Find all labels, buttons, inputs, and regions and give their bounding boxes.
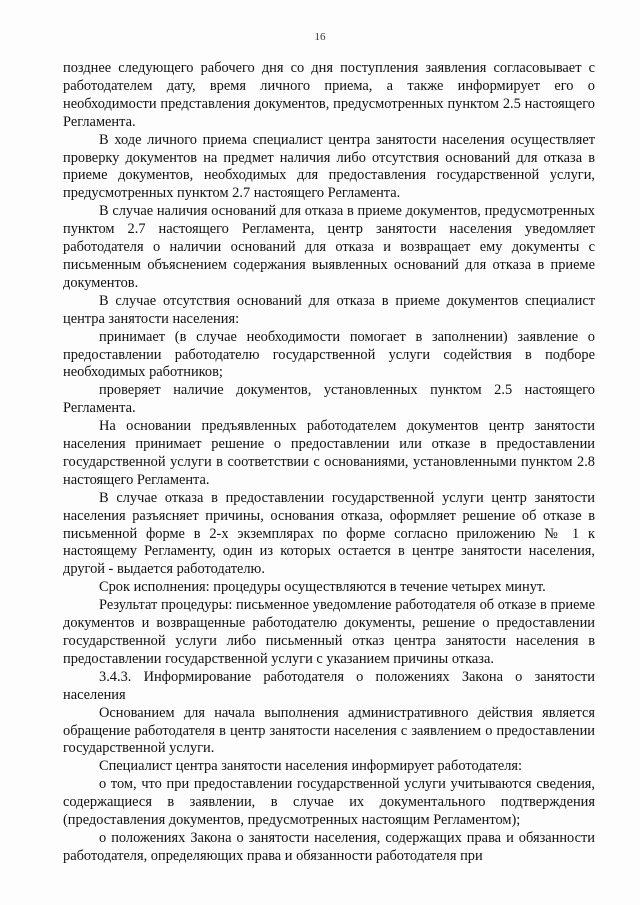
paragraph-2: В ходе личного приема специалист центра занятости населения осуществляет проверку документов на предмет наличия либо отсутствия оснований для отказа в приеме документов, необходимых для предоставления государственной услуги, предусмотренных пунктом 2.7 настоящего Регламента. [63, 131, 595, 202]
body-text [63, 60, 595, 866]
paragraph-1: позднее следующего рабочего дня со дня поступления заявления согласовывает с работодателем дату, время личного приема, а также информирует его о необходимости представления документов, предусмотренных пунктом 2.5 настоящего Регламента. [63, 60, 595, 130]
section-heading-3-4-3: 3.4.3. Информирование работодателя о положениях Закона о занятости населения [63, 668, 595, 703]
paragraph-14: о том, что при предоставлении государственной услуги учитываются сведения, содержащиеся в заявлении, в случае их документального подтверждения (предоставления документов, предусмотренных настоящим Регламентом); [63, 776, 595, 829]
paragraph-10: Результат процедуры: письменное уведомление работодателя об отказе в приеме документов и возвращенные работодателю документы, решение о предоставлении государственной услуги либо письменный отказ центра занятости населения в предоставлении государственной услуги с указанием причины отказа. [63, 597, 595, 667]
paragraph-3: В случае наличия оснований для отказа в приеме документов, предусмотренных пунктом 2.7 настоящего Регламента, центр занятости населения уведомляет работодателя о наличии оснований для отказа и возвращает ему документы с письменным объяснением содержания выявленных оснований для отказа в приеме документов. [63, 203, 595, 291]
paragraph-15: о положениях Закона о занятости населения, содержащих права и обязанности работодателя, определяющих права и обязанности работодателя при [63, 829, 595, 864]
paragraph-13: Специалист центра занятости населения информирует работодателя: [99, 758, 523, 775]
paragraph-9: Срок исполнения: процедуры осуществляются в течение четырех минут. [99, 579, 546, 596]
paragraph-8: В случае отказа в предоставлении государственной услуги центр занятости населения разъясняет причины, основания отказа, оформляет решение об отказе в письменной форме в 2-х экземплярах по форме согласно приложению № 1 к настоящему Регламенту, один из которых остается в центре занятости населения, другой - выдается работодателю. [63, 489, 595, 578]
page-number: 16 [314, 31, 326, 43]
paragraph-4: В случае отсутствия оснований для отказа в приеме документов специалист центра занятости населения: [63, 292, 595, 327]
paragraph-12: Основанием для начала выполнения административного действия является обращение работодателя в центр занятости населения с заявлением о предоставлении государственной услуги. [63, 704, 595, 757]
paragraph-5: принимает (в случае необходимости помогает в заполнении) заявление о предоставлении работодателю государственной услуги содействия в подборе необходимых работников; [63, 328, 595, 381]
paragraph-7: На основании предъявленных работодателем документов центр занятости населения принимает решение о предоставлении или отказе в предоставлении государственной услуги в соответствии с основаниями, установленными пунктом 2.8 настоящего Регламента. [63, 418, 595, 488]
paragraph-6: проверяет наличие документов, установленных пунктом 2.5 настоящего Регламента. [63, 382, 595, 417]
